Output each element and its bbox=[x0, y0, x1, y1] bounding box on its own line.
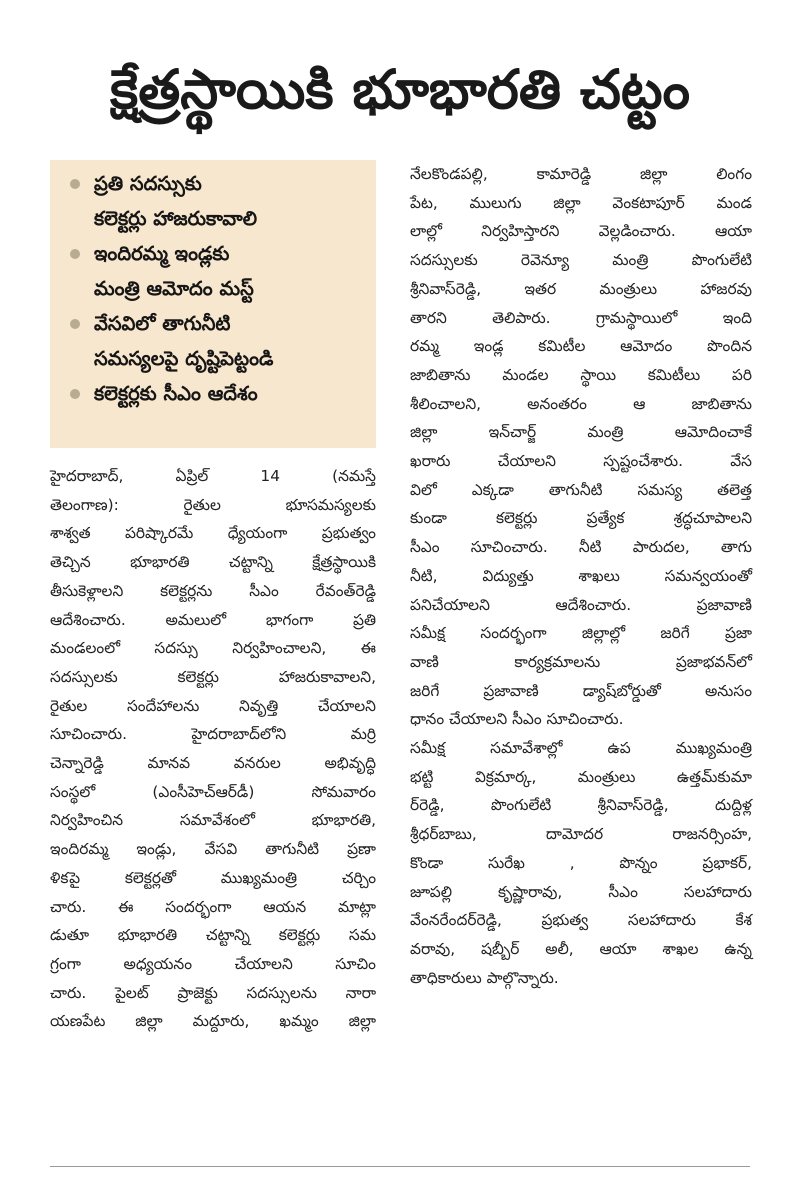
bullet-icon bbox=[70, 179, 80, 189]
text-line: మండలంలో సదస్సు నిర్వహించాలని, ఈ bbox=[50, 639, 376, 658]
headline: క్షేత్రస్థాయికి భూభారతి చట్టం bbox=[110, 58, 690, 121]
text-line: శీలించాలని, అనంతరం ఆ జాబితాను bbox=[410, 394, 752, 413]
text-line: పనిచేయాలని ఆదేశించారు. ప్రజావాణి bbox=[410, 595, 752, 614]
highlight-item bbox=[66, 166, 366, 236]
text-line: ఖరారు చేయాలని స్పష్టంచేశారు. వేస bbox=[410, 452, 752, 471]
text-line: ధానం చేయాలని సీఎం సూచించారు. bbox=[410, 710, 624, 729]
highlight-line: కలెక్టర్లకు సీఎం ఆదేశం bbox=[94, 382, 258, 405]
text-line: రమ్మ ఇండ్ల కమిటీల ఆమోదం పొందిన bbox=[410, 337, 752, 356]
text-line: వాణి కార్యక్రమాలను ప్రజాభవన్‌లో bbox=[410, 652, 752, 671]
text-line: ళికపై కలెక్టర్లతో ముఖ్యమంత్రి చర్చిం bbox=[50, 868, 376, 887]
text-line: హైదరాబాద్, ఏప్రిల్ 14 (నమస్తే bbox=[50, 467, 376, 485]
text-line: వేంనరేందర్‌రెడ్డి, ప్రభుత్వ సలహాదారు కేశ bbox=[410, 911, 752, 930]
text-line: జాబితాను మండల స్థాయి కమిటీలు పరి bbox=[410, 365, 752, 384]
highlight-item bbox=[66, 376, 366, 411]
text-line: ఇందిరమ్మ ఇండ్లు, వేసవి తాగునీటి ప్రణా bbox=[50, 840, 376, 859]
highlight-line: ప్రతి సదస్సుకు bbox=[94, 172, 202, 195]
text-line: విలో ఎక్కడా తాగునీటి సమస్య తలెత్త bbox=[410, 480, 752, 499]
text-line: రైతుల సందేహాలను నివృత్తి చేయాలని bbox=[50, 696, 376, 715]
text-line: యణపేట జిల్లా మద్దూరు, ఖమ్మం జిల్లా bbox=[50, 1012, 376, 1031]
text-line: జరిగే ప్రజావాణి డ్యాష్‌బోర్డుతో అనుసం bbox=[410, 681, 752, 700]
text-line: సీఎం సూచించారు. నీటి పారుదల, తాగు bbox=[410, 538, 752, 557]
text-line: సంస్థలో (ఎంసీహెచ్‌ఆర్‌డీ) సోమవారం bbox=[50, 782, 376, 801]
text-line: జూపల్లి కృష్ణారావు, సీఎం సలహాదారు bbox=[410, 882, 752, 901]
text-line: సదస్సులకు కలెక్టర్లు హాజరుకావాలని, bbox=[50, 667, 376, 686]
text-line: డుతూ భూభారతి చట్టాన్ని కలెక్టర్లు సమ bbox=[50, 926, 376, 945]
text-line: లాల్లో నిర్వహిస్తారని వెల్లడించారు. ఆయా bbox=[410, 222, 752, 241]
highlight-item bbox=[66, 236, 366, 306]
text-line: వరావు, షబ్బీర్ అలీ, ఆయా శాఖల ఉన్న bbox=[410, 939, 752, 958]
highlight-line: ఇందిరమ్మ ఇండ్లకు bbox=[94, 242, 230, 265]
text-line: తాధికారులు పాల్గొన్నారు. bbox=[410, 968, 559, 987]
highlight-item bbox=[66, 306, 366, 376]
text-line: ర్‌రెడ్డి, పొంగులేటి శ్రీనివాస్‌రెడ్డి, దుద్దిళ్ల bbox=[410, 796, 752, 815]
left-column bbox=[50, 160, 376, 1036]
text-line: భట్టి విక్రమార్క, మంత్రులు ఉత్తమ్‌కుమా bbox=[410, 767, 752, 786]
text-line: సదస్సులకు రెవెన్యూ మంత్రి పొంగులేటి bbox=[410, 251, 752, 270]
right-column bbox=[410, 160, 752, 992]
text-line: పేట, ములుగు జిల్లా వెంకటాపూర్ మండ bbox=[410, 193, 752, 212]
text-line: నేలకొండపల్లి, కామారెడ్డి జిల్లా లింగం bbox=[410, 165, 752, 183]
text-line: సమీక్ష సమావేశాల్లో ఉప ముఖ్యమంత్రి bbox=[410, 739, 752, 758]
text-line: నీటి, విద్యుత్తు శాఖలు సమన్వయంతో bbox=[410, 566, 752, 585]
bullet-icon bbox=[70, 249, 80, 259]
text-line: కొండా సురేఖ , పొన్నం ప్రభాకర్, bbox=[410, 853, 752, 872]
text-line: శ్రీధర్‌బాబు, దామోదర రాజనర్సింహ, bbox=[410, 825, 752, 844]
left-body-text bbox=[50, 462, 376, 1036]
text-line: కుండా కలెక్టర్లు ప్రత్యేక శ్రద్ధచూపాలని bbox=[410, 509, 752, 528]
bullet-icon bbox=[70, 389, 80, 399]
text-line: నిర్వహించిన సమావేశంలో భూభారతి, bbox=[50, 811, 376, 830]
text-line: గ్రంగా అధ్యయనం చేయాలని సూచిం bbox=[50, 954, 376, 973]
text-line: సూచించారు. హైదరాబాద్‌లోని మర్రి bbox=[50, 725, 376, 744]
bottom-rule bbox=[50, 1166, 750, 1167]
highlight-line: కలెక్టర్లు హాజరుకావాలి bbox=[94, 207, 258, 230]
text-line: తెచ్చిన భూభారతి చట్టాన్ని క్షేత్రస్థాయికి bbox=[50, 553, 376, 572]
text-line: తీసుకెళ్లాలని కలెక్టర్లను సీఎం రేవంత్‌రెడ్డి bbox=[50, 581, 376, 600]
text-line: చారు. ఈ సందర్భంగా ఆయన మాట్లా bbox=[50, 897, 376, 916]
text-line: చెన్నారెడ్డి మానవ వనరుల అభివృద్ధి bbox=[50, 754, 376, 773]
text-line: శాశ్వత పరిష్కారమే ధ్యేయంగా ప్రభుత్వం bbox=[50, 524, 376, 543]
highlight-line: మంత్రి ఆమోదం మస్ట్ bbox=[94, 277, 254, 300]
highlight-line: సమస్యలపై దృష్టిపెట్టండి bbox=[94, 347, 274, 370]
highlights-box bbox=[50, 160, 376, 448]
text-line: తెలంగాణ): రైతుల భూసమస్యలకు bbox=[50, 495, 376, 514]
text-line: సమీక్ష సందర్భంగా జిల్లాల్లో జరిగే ప్రజా bbox=[410, 624, 752, 643]
bullet-icon bbox=[70, 319, 80, 329]
text-line: తారని తెలిపారు. గ్రామస్థాయిలో ఇంది bbox=[410, 308, 752, 327]
text-line: ఆదేశించారు. అమలులో భాగంగా ప్రతి bbox=[50, 610, 376, 629]
text-line: శ్రీనివాస్‌రెడ్డి, ఇతర మంత్రులు హాజరవు bbox=[410, 279, 752, 298]
text-line: చారు. పైలట్ ప్రాజెక్టు సదస్సులను నారా bbox=[50, 983, 376, 1002]
text-line: జిల్లా ఇన్‌చార్జ్ మంత్రి ఆమోదించాకే bbox=[410, 423, 752, 442]
highlight-line: వేసవిలో తాగునీటి bbox=[94, 312, 231, 335]
